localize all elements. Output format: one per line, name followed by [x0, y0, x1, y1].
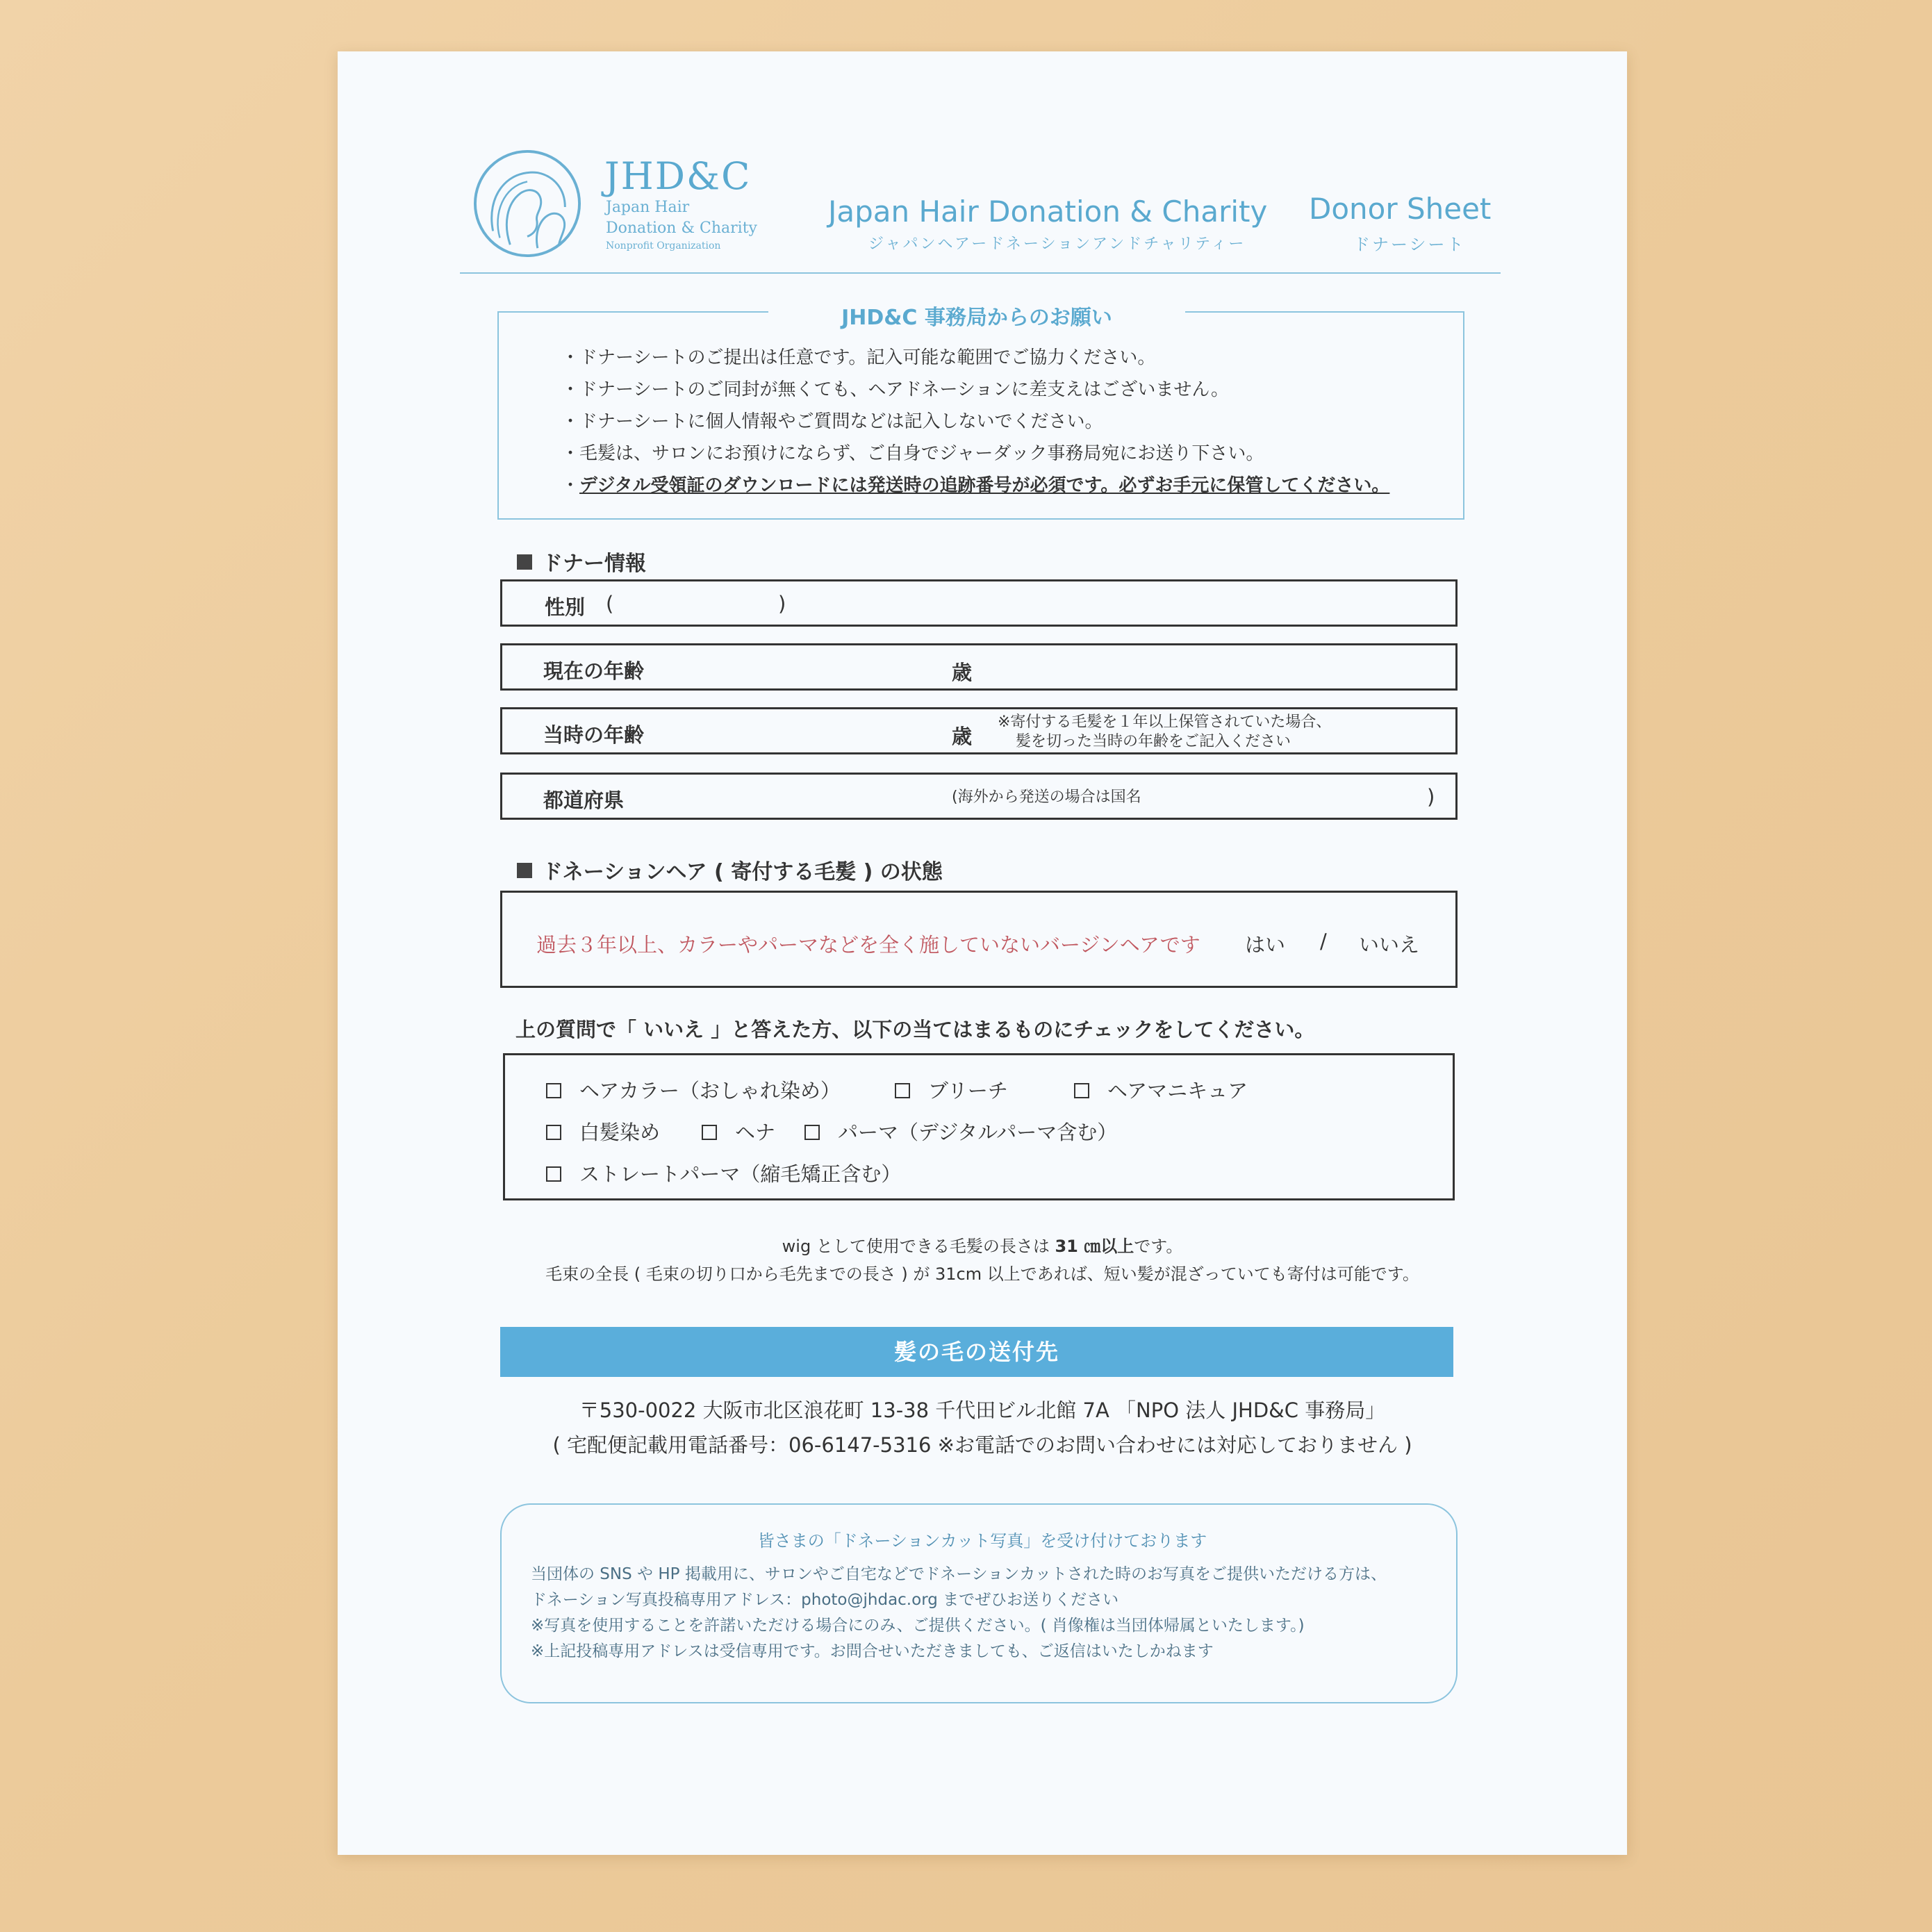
- logo-subtitle: [606, 197, 757, 239]
- request-list: [561, 342, 1389, 502]
- length-note-min: 31 ㎝以上: [1055, 1237, 1134, 1256]
- current-age-label: 現在の年齢: [543, 659, 645, 683]
- request-item: ・ドナーシートに個人情報やご質問などは記入しないでください。: [561, 411, 1103, 432]
- length-note-pre: wig として使用できる毛髪の長さは: [782, 1237, 1055, 1256]
- option-henna[interactable]: [702, 1117, 775, 1146]
- org-name: Japan Hair Donation & Charity: [828, 195, 1268, 229]
- tracking-number-notice: デジタル受領証のダウンロードには発送時の追跡番号が必須です。必ずお手元に保管してください。: [579, 475, 1390, 496]
- checkbox-icon[interactable]: [702, 1125, 717, 1140]
- option-gray-dye[interactable]: [546, 1117, 660, 1146]
- checkbox-icon[interactable]: [895, 1083, 910, 1098]
- photo-request-title: 皆さまの「ドネーションカット写真」を受け付けております: [757, 1531, 1207, 1551]
- gender-paren-close: ): [778, 592, 786, 616]
- age-at-cut-label: 当時の年齢: [543, 723, 645, 747]
- current-age-unit: 歳: [952, 661, 973, 684]
- age-at-cut-note: [998, 713, 1331, 752]
- shipping-phone: ( 宅配便記載用電話番号：06-6147-5316 ※お電話でのお問い合わせには対応しておりません ): [552, 1433, 1412, 1457]
- hair-status-heading: [517, 854, 943, 885]
- donor-sheet-paper: [338, 51, 1627, 1855]
- option-hair-color[interactable]: [546, 1075, 841, 1104]
- photo-line: 当団体の SNS や HP 掲載用に、サロンやご自宅などでドネーションカットされた時のお写真をご提供いただける方は、: [531, 1565, 1387, 1583]
- option-hair-manicure[interactable]: [1074, 1075, 1248, 1104]
- hair-status-heading-text: ドネーションヘア ( 寄付する毛髪 ) の状態: [542, 860, 943, 884]
- shipping-title-bar: 髪の毛の送付先: [500, 1327, 1453, 1377]
- prefecture-note: (海外から発送の場合は国名: [952, 789, 1141, 806]
- prefecture-paren-close: ): [1427, 785, 1435, 809]
- option-label: ヘナ: [735, 1121, 776, 1144]
- checkbox-icon[interactable]: [546, 1125, 561, 1140]
- sheet-title: Donor Sheet: [1309, 192, 1492, 226]
- request-item-important: [561, 470, 1389, 502]
- gender-field[interactable]: [500, 579, 1458, 627]
- photo-line: ※上記投稿専用アドレスは受信専用です。お問合せいただきましても、ご返信はいたしかねます: [531, 1642, 1214, 1660]
- gender-label: 性別: [545, 595, 586, 619]
- org-name-kana: ジャパンヘアードネーションアンドチャリティー: [868, 236, 1246, 253]
- length-note-post: です。: [1134, 1237, 1183, 1256]
- gender-paren-open: (: [606, 592, 614, 616]
- checkbox-icon[interactable]: [546, 1166, 561, 1182]
- length-note-line1: [338, 1232, 1627, 1257]
- sheet-title-kana: ドナーシート: [1353, 235, 1466, 254]
- option-label: ヘアカラー（おしゃれ染め）: [579, 1079, 841, 1103]
- checkbox-icon[interactable]: [804, 1125, 820, 1140]
- header-divider: [460, 272, 1501, 274]
- request-item: ・ドナーシートのご同封が無くても、ヘアドネーションに差支えはございません。: [561, 379, 1229, 400]
- logo-sub-line1: Japan Hair: [606, 199, 690, 216]
- option-label: ブリーチ: [928, 1079, 1008, 1103]
- shipping-address: 〒530-0022 大阪市北区浪花町 13-38 千代田ビル北館 7A 「NPO 法人 JHD&C 事務局」: [579, 1398, 1386, 1422]
- prefecture-label: 都道府県: [543, 789, 625, 812]
- answer-slash: /: [1320, 930, 1327, 953]
- jhdc-logo-icon: [472, 149, 582, 258]
- check-instruction: 上の質問で「 いいえ 」と答えた方、以下の当てはまるものにチェックをしてください。: [515, 1018, 1315, 1041]
- length-note-line2: 毛束の全長 ( 毛束の切り口から毛先までの長さ ) が 31cm 以上であれば、短い髪が混ざっていても寄付は可能です。: [545, 1264, 1419, 1284]
- photo-line: ※写真を使用することを許諾いただける場合にのみ、ご提供ください。( 肖像権は当団体帰属といたします。): [531, 1617, 1305, 1635]
- option-label: ストレートパーマ（縮毛矯正含む）: [579, 1162, 902, 1186]
- request-item: ・毛髪は、サロンにお預けにならず、ご自身でジャーダック事務局宛にお送り下さい。: [561, 443, 1264, 464]
- option-label: ヘアマニキュア: [1107, 1079, 1248, 1103]
- logo-nonprofit: Nonprofit Organization: [606, 240, 721, 251]
- donor-info-heading: [517, 546, 646, 577]
- option-straight-perm[interactable]: [546, 1159, 901, 1187]
- option-label: パーマ（デジタルパーマ含む）: [838, 1121, 1118, 1144]
- option-perm[interactable]: [804, 1117, 1117, 1146]
- bullet: ・: [561, 475, 580, 496]
- photo-request-body: [531, 1562, 1387, 1665]
- logo-title: JHD&C: [604, 154, 752, 198]
- option-label: 白髪染め: [579, 1121, 661, 1144]
- age-note-line1: ※寄付する毛髪を１年以上保管されていた場合、: [998, 713, 1332, 731]
- photo-line: ドネーション写真投稿専用アドレス：photo@jhdac.org までぜひお送りください: [531, 1591, 1119, 1609]
- logo-sub-line2: Donation & Charity: [606, 220, 757, 237]
- answer-no[interactable]: いいえ: [1359, 933, 1420, 957]
- age-at-cut-unit: 歳: [952, 725, 973, 748]
- age-note-line2: 髪を切った当時の年齢をご記入ください: [1016, 733, 1291, 750]
- virgin-hair-question: 過去３年以上、カラーやパーマなどを全く施していないバージンヘアです: [536, 933, 1200, 957]
- square-bullet-icon: [517, 863, 532, 878]
- answer-yes[interactable]: はい: [1245, 933, 1286, 957]
- request-item: ・ドナーシートのご提出は任意です。記入可能な範囲でご協力ください。: [561, 347, 1156, 368]
- option-bleach[interactable]: [895, 1075, 1008, 1104]
- square-bullet-icon: [517, 554, 532, 570]
- checkbox-icon[interactable]: [1074, 1083, 1089, 1098]
- checkbox-icon[interactable]: [546, 1083, 561, 1098]
- request-title: JHD&C 事務局からのお願い: [768, 300, 1185, 331]
- donor-info-heading-text: ドナー情報: [542, 552, 646, 576]
